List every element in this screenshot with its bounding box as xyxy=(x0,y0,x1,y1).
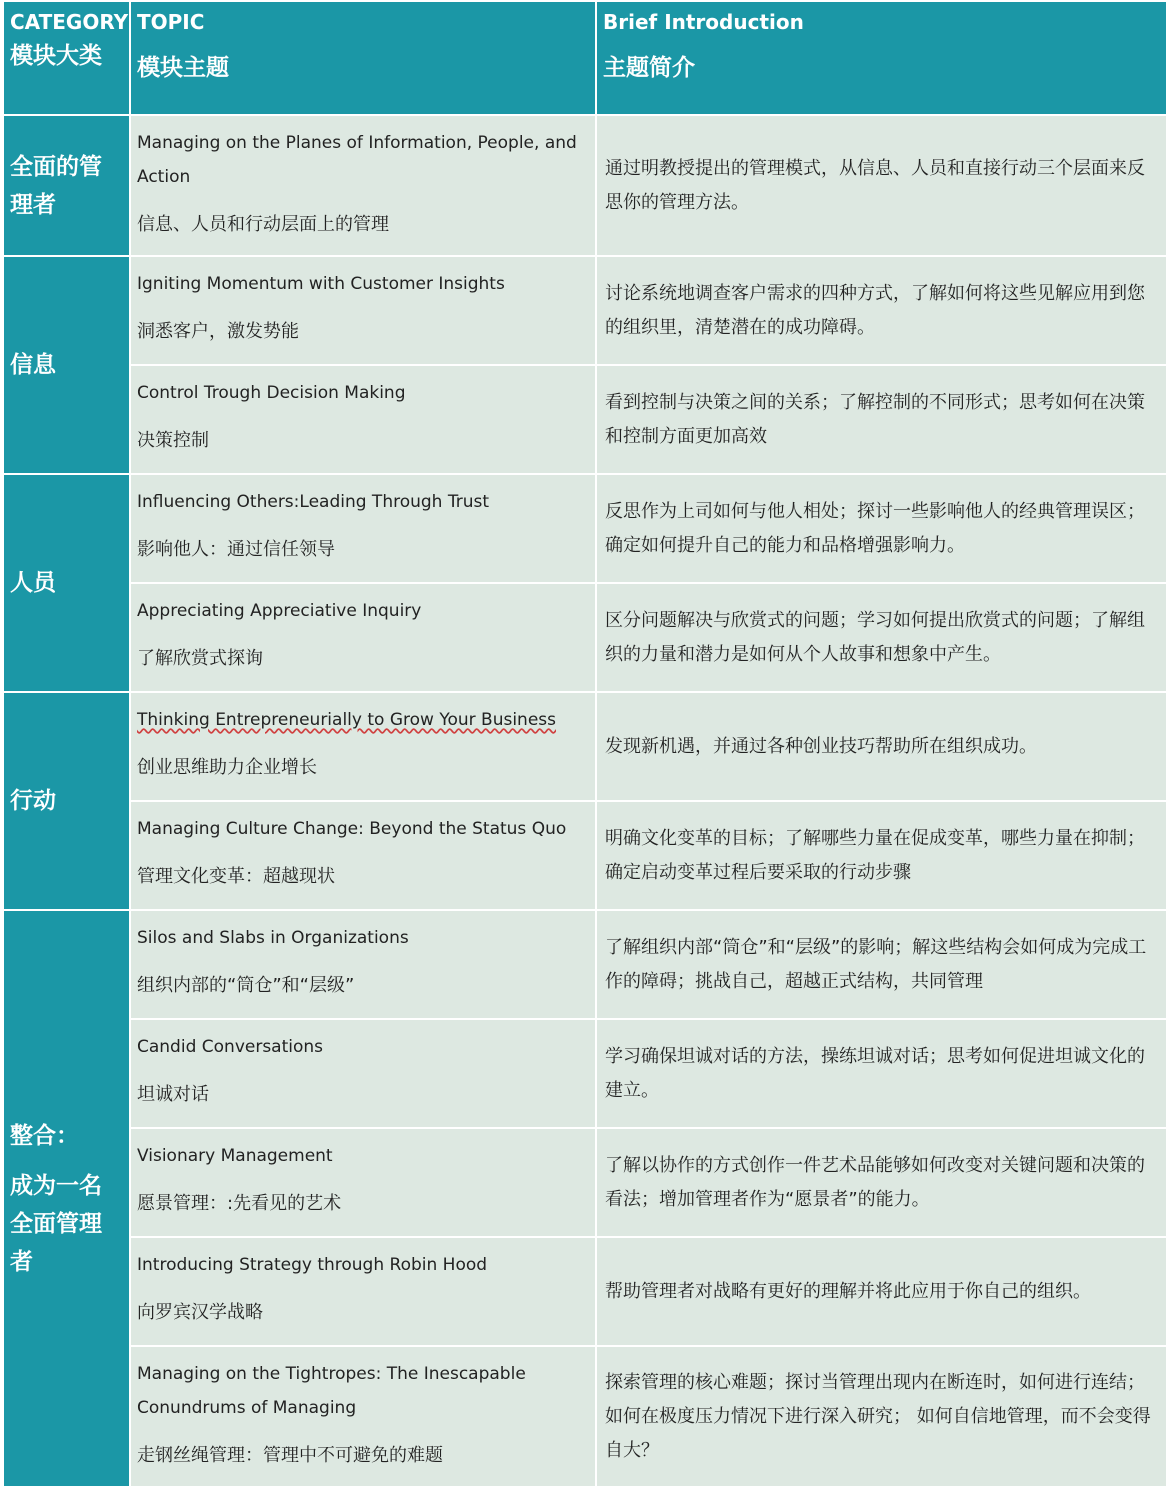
intro-cell xyxy=(596,1237,1167,1346)
topic-title-zh: 管理文化变革：超越现状 xyxy=(137,866,335,887)
intro-cell xyxy=(596,801,1167,910)
intro-text: 了解以协作的方式创作一件艺术品能够如何改变对关键问题和决策的看法；增加管理者作为“愿景者”的能力。 xyxy=(605,1154,1145,1210)
intro-cell xyxy=(596,583,1167,692)
category-label: 全面的管 xyxy=(10,153,102,180)
intro-cell xyxy=(596,692,1167,801)
topic-cell xyxy=(130,474,596,583)
intro-cell xyxy=(596,365,1167,474)
topic-title-en: Igniting Momentum with Customer Insights xyxy=(137,274,505,294)
category-label: 全面管理 xyxy=(10,1210,102,1237)
category-label: 信息 xyxy=(10,352,56,378)
table-row xyxy=(3,1128,1167,1237)
intro-text: 反思作为上司如何与他人相处；探讨一些影响他人的经典管理误区；确定如何提升自己的能力和品格增强影响力。 xyxy=(605,500,1145,556)
table-row xyxy=(3,365,1167,474)
category-label: 人员 xyxy=(10,570,56,596)
topic-title-en: Managing Culture Change: Beyond the Status Quo xyxy=(137,819,567,839)
intro-cell xyxy=(596,474,1167,583)
topic-title-zh: 向罗宾汉学战略 xyxy=(137,1302,263,1323)
category-label: 整合： xyxy=(10,1122,79,1149)
category-header-en: CATEGORY xyxy=(10,10,129,34)
intro-text: 学习确保坦诚对话的方法，操练坦诚对话；思考如何促进坦诚文化的建立。 xyxy=(605,1045,1145,1101)
topic-header-zh: 模块主题 xyxy=(137,55,229,81)
table-row xyxy=(3,692,1167,801)
topic-title-en: Visionary Management xyxy=(137,1146,333,1166)
intro-header-en: Brief Introduction xyxy=(603,10,804,34)
topic-title-zh: 决策控制 xyxy=(137,430,209,451)
table-row xyxy=(3,1019,1167,1128)
topic-title-zh: 创业思维助力企业增长 xyxy=(137,757,317,778)
topic-cell xyxy=(130,365,596,474)
intro-cell xyxy=(596,1346,1167,1487)
category-cell xyxy=(3,692,130,910)
category-cell xyxy=(3,474,130,692)
category-cell xyxy=(3,115,130,256)
topic-title-en: Thinking Entrepreneurially to Grow Your Business xyxy=(137,710,556,730)
topic-title-zh: 信息、人员和行动层面上的管理 xyxy=(137,214,389,235)
intro-text: 发现新机遇，并通过各种创业技巧帮助所在组织成功。 xyxy=(605,735,1037,757)
topic-cell xyxy=(130,256,596,365)
intro-text: 了解组织内部“筒仓”和“层级”的影响；解这些结构会如何成为完成工作的障碍；挑战自己，超越正式结构，共同管理 xyxy=(605,936,1147,992)
intro-cell xyxy=(596,115,1167,256)
intro-text: 讨论系统地调查客户需求的四种方式，了解如何将这些见解应用到您的组织里，清楚潜在的成功障碍。 xyxy=(605,282,1145,338)
intro-text: 通过明教授提出的管理模式，从信息、人员和直接行动三个层面来反思你的管理方法。 xyxy=(605,157,1145,213)
topic-title-zh: 了解欣赏式探询 xyxy=(137,648,263,669)
table-row xyxy=(3,1237,1167,1346)
topic-cell xyxy=(130,1128,596,1237)
topic-title-zh: 洞悉客户，激发势能 xyxy=(137,321,299,342)
intro-cell xyxy=(596,256,1167,365)
topic-title-en: Candid Conversations xyxy=(137,1037,324,1057)
topic-title-en: Introducing Strategy through Robin Hood xyxy=(137,1255,488,1275)
table-row xyxy=(3,583,1167,692)
category-header-zh: 模块大类 xyxy=(10,43,102,69)
intro-cell xyxy=(596,1128,1167,1237)
topic-cell xyxy=(130,583,596,692)
intro-text: 明确文化变革的目标；了解哪些力量在促成变革，哪些力量在抑制；确定启动变革过程后要采取的行动步骤 xyxy=(605,827,1145,883)
topic-title-en: Managing on the Tightropes: The Inescapable Conundrums of Managing xyxy=(137,1364,526,1418)
topic-title-en: Control Trough Decision Making xyxy=(137,383,406,403)
topic-cell xyxy=(130,1237,596,1346)
table-row xyxy=(3,801,1167,910)
category-cell xyxy=(3,256,130,474)
category-label: 理者 xyxy=(10,191,56,218)
intro-cell xyxy=(596,1019,1167,1128)
category-header xyxy=(3,1,130,115)
category-cell xyxy=(3,910,130,1487)
intro-text: 探索管理的核心难题；探讨当管理出现内在断连时，如何进行连结； 如何在极度压力情况下进行深入研究； 如何自信地管理，而不会变得自大？ xyxy=(605,1371,1151,1461)
curriculum-table xyxy=(2,0,1168,1488)
topic-title-zh: 走钢丝绳管理：管理中不可避免的难题 xyxy=(137,1445,443,1466)
topic-title-en: Influencing Others:Leading Through Trust xyxy=(137,492,490,512)
intro-text: 看到控制与决策之间的关系；了解控制的不同形式；思考如何在决策和控制方面更加高效 xyxy=(605,391,1145,447)
intro-text: 帮助管理者对战略有更好的理解并将此应用于你自己的组织。 xyxy=(605,1280,1091,1302)
header-row xyxy=(3,1,1167,115)
topic-title-zh: 组织内部的“筒仓”和“层级” xyxy=(137,975,355,996)
table-row xyxy=(3,474,1167,583)
topic-title-en: Appreciating Appreciative Inquiry xyxy=(137,601,422,621)
topic-title-en: Silos and Slabs in Organizations xyxy=(137,928,409,948)
topic-cell xyxy=(130,692,596,801)
intro-text: 区分问题解决与欣赏式的问题；学习如何提出欣赏式的问题；了解组织的力量和潜力是如何从个人故事和想象中产生。 xyxy=(605,609,1145,665)
category-label: 成为一名 xyxy=(10,1172,102,1199)
topic-cell xyxy=(130,115,596,256)
intro-header-zh: 主题简介 xyxy=(603,55,695,81)
table-row xyxy=(3,256,1167,365)
category-label: 行动 xyxy=(10,788,56,814)
table-row xyxy=(3,910,1167,1019)
category-label: 者 xyxy=(10,1248,33,1275)
topic-cell xyxy=(130,910,596,1019)
topic-cell xyxy=(130,1346,596,1487)
intro-header xyxy=(596,1,1167,115)
topic-header xyxy=(130,1,596,115)
topic-cell xyxy=(130,801,596,910)
intro-cell xyxy=(596,910,1167,1019)
topic-header-en: TOPIC xyxy=(137,10,205,34)
topic-title-zh: 愿景管理：:先看见的艺术 xyxy=(137,1193,342,1214)
table-row xyxy=(3,1346,1167,1487)
topic-title-zh: 影响他人：通过信任领导 xyxy=(137,539,335,560)
topic-title-zh: 坦诚对话 xyxy=(137,1084,209,1105)
topic-cell xyxy=(130,1019,596,1128)
topic-title-en: Managing on the Planes of Information, People, and Action xyxy=(137,133,577,187)
table-row xyxy=(3,115,1167,256)
